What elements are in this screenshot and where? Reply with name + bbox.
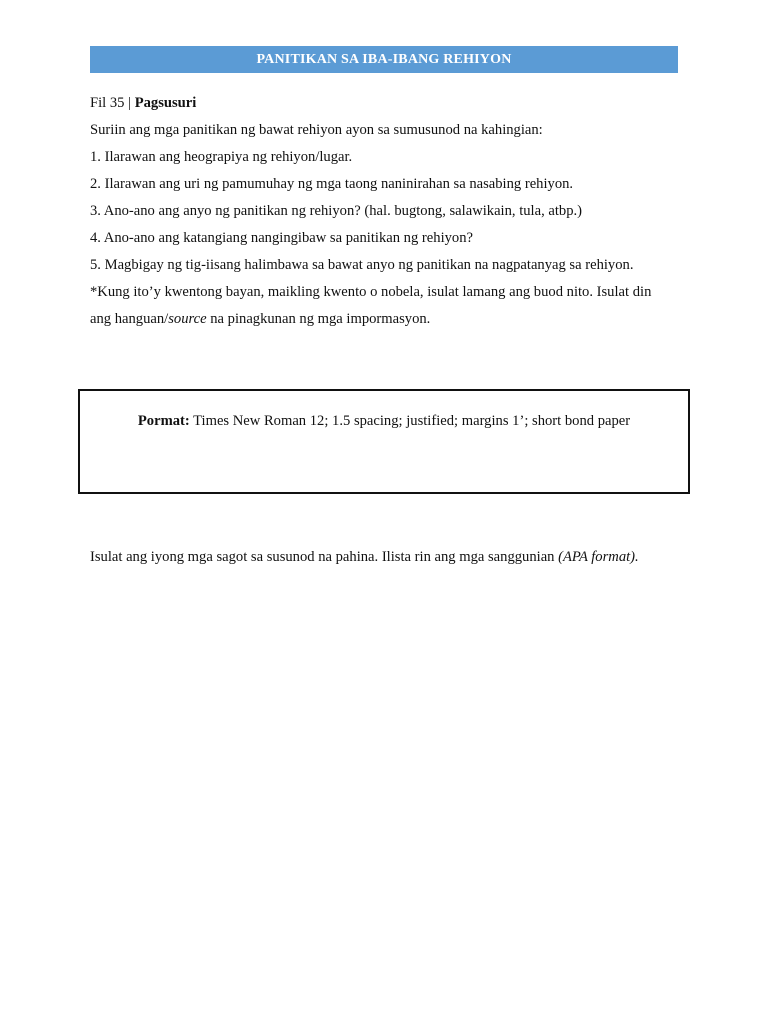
activity-name: Pagsusuri [134, 95, 197, 111]
note-line-1: *Kung ito’y kwentong bayan, maikling kwento o nobela, isulat lamang ang buod nito. Isulat din [90, 284, 652, 300]
question-item-1: 1. Ilarawan ang heograpiya ng rehiyon/lugar. [90, 149, 353, 165]
submission-instruction [90, 544, 639, 571]
course-code: Fil 35 | [90, 95, 135, 111]
question-item-3: 3. Ano-ano ang anyo ng panitikan ng rehiyon? (hal. bugtong, salawikain, tula, atbp.) [90, 203, 583, 219]
format-line [80, 413, 688, 430]
intro-text: Suriin ang mga panitikan ng bawat rehiyon ayon sa sumusunod na kahingian: [90, 122, 543, 138]
instruction-text: Isulat ang iyong mga sagot sa susunod na pahina. Ilista rin ang mga sanggunian [90, 549, 559, 565]
format-label: Pormat: [137, 413, 190, 429]
format-box [78, 389, 690, 494]
note-source-word: source [168, 311, 207, 327]
instruction-apa-format: (APA format). [558, 549, 639, 565]
course-line [90, 90, 680, 117]
question-item-2: 2. Ilarawan ang uri ng pamumuhay ng mga taong naninirahan sa nasabing rehiyon. [90, 176, 574, 192]
note-line-2-start: ang hanguan/ [90, 311, 169, 327]
note-line-2 [90, 306, 680, 333]
question-item-5: 5. Magbigay ng tig-iisang halimbawa sa bawat anyo ng panitikan na nagpatanyag sa rehiyon. [90, 257, 634, 273]
instructions-section [90, 90, 680, 333]
format-value: Times New Roman 12; 1.5 spacing; justified; margins 1’; short bond paper [189, 413, 631, 429]
question-item-4: 4. Ano-ano ang katangiang nangingibaw sa panitikan ng rehiyon? [90, 230, 473, 246]
document-title: PANITIKAN SA IBA-IBANG REHIYON [256, 51, 512, 67]
note-line-2-end: na pinagkunan ng mga impormasyon. [206, 311, 431, 327]
document-title-bar [90, 46, 678, 73]
